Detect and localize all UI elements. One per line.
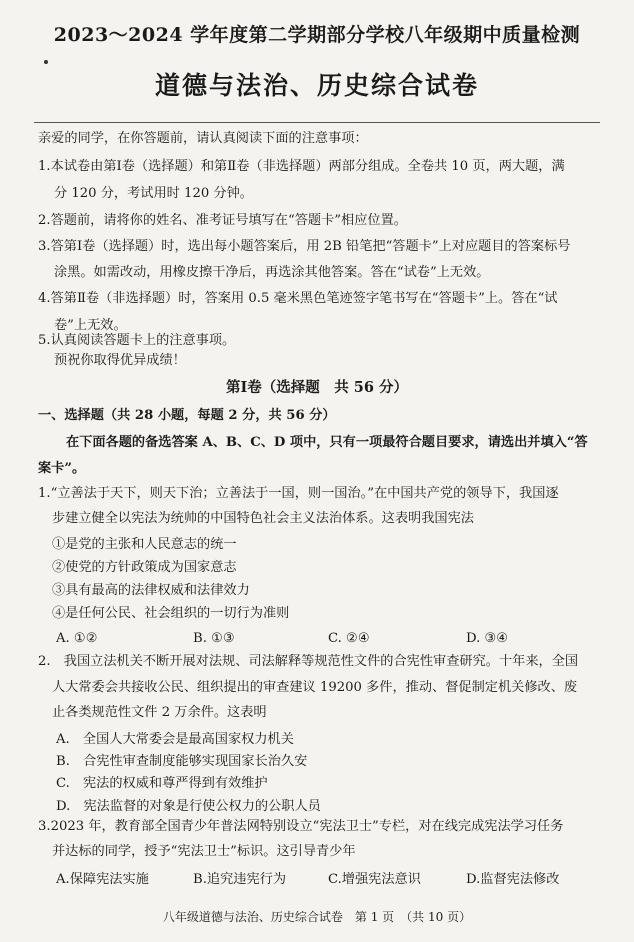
question-3-stem: 3.2023 年，教育部全国青少年普法网特别设立“宪法卫士”专栏，对在线完成宪法学习任务	[38, 819, 564, 834]
part-instruction: 在下面各题的备选答案 A、B、C、D 项中，只有一项最符合题目要求，请选出并填入“答	[66, 435, 588, 450]
notice-item-3: 3.答第Ⅰ卷（选择题）时，选出每小题答案后，用 2B 铅笔把“答题卡”上对应题目的答案标号	[38, 239, 571, 254]
top-divider	[34, 122, 600, 123]
question-3-option-c: C.增强宪法意识	[328, 872, 421, 887]
question-1-stem: 1.“立善法于天下，则天下治；立善法于一国，则一国治。”在中国共产党的领导下，我国逐	[38, 486, 559, 501]
question-1-stem-cont: 步建立健全以宪法为统帅的中国特色社会主义法治体系。这表明我国宪法	[52, 511, 474, 526]
exam-title-line2: 道德与法治、历史综合试卷	[154, 71, 479, 100]
question-3-option-b: B.追究违宪行为	[193, 872, 287, 887]
scan-speck	[44, 60, 48, 64]
question-2-option-c: C. 宪法的权威和尊严得到有效维护	[56, 776, 268, 791]
part-heading: 一、选择题（共 28 小题，每题 2 分，共 56 分）	[38, 408, 336, 423]
page-footer: 八年级道德与法治、历史综合试卷 第 1 页 （共 10 页）	[162, 910, 472, 924]
section-title: 第Ⅰ卷（选择题 共 56 分）	[225, 379, 409, 396]
question-1-option-b: B. ①③	[193, 631, 235, 646]
notice-item-5: 5.认真阅读答题卡上的注意事项。	[38, 333, 236, 348]
part-instruction-cont: 案卡”。	[38, 461, 86, 476]
notice-closing: 预祝你取得优异成绩！	[54, 353, 186, 368]
question-2-option-d: D. 宪法监督的对象是行使公权力的公职人员	[56, 799, 321, 814]
question-1-option-c: C. ②④	[328, 631, 370, 646]
notice-item-2: 2.答题前，请将你的姓名、准考证号填写在“答题卡”相应位置。	[38, 213, 407, 228]
notice-item-4-cont: 卷”上无效。	[54, 318, 127, 333]
question-3-stem-cont: 并达标的同学，授予“宪法卫士”标识。这引导青少年	[52, 844, 356, 859]
question-3-option-a: A.保障宪法实施	[56, 872, 149, 887]
question-1-statement-3: ③具有最高的法律权威和法律效力	[52, 583, 250, 598]
notice-item-1-cont: 分 120 分，考试用时 120 分钟。	[54, 186, 253, 201]
question-2-option-b: B. 合宪性审查制度能够实现国家长治久安	[56, 754, 308, 769]
question-1-option-a: A. ①②	[56, 631, 98, 646]
question-2-stem: 2. 我国立法机关不断开展对法规、司法解释等规范性文件的合宪性审查研究。十年来，全国	[38, 654, 579, 669]
notice-item-1: 1.本试卷由第Ⅰ卷（选择题）和第Ⅱ卷（非选择题）两部分组成。全卷共 10 页，两大题，满	[38, 159, 565, 174]
question-3-option-d: D.监督宪法修改	[466, 872, 560, 887]
notice-item-3-cont: 涂黑。如需改动，用橡皮擦干净后，再选涂其他答案。答在“试卷”上无效。	[54, 265, 490, 280]
question-1-statement-1: ①是党的主张和人民意志的统一	[52, 537, 237, 552]
question-1-statement-2: ②使党的方针政策成为国家意志	[52, 560, 237, 575]
notice-greeting: 亲爱的同学，在你答题前，请认真阅读下面的注意事项：	[38, 131, 368, 146]
exam-title-line1: 2023～2024 学年度第二学期部分学校八年级期中质量检测	[53, 24, 581, 46]
question-1-option-d: D. ③④	[466, 631, 509, 646]
question-2-stem-cont-2: 止各类规范性文件 2 万余件。这表明	[52, 705, 267, 720]
question-1-statement-4: ④是任何公民、社会组织的一切行为准则	[52, 606, 290, 621]
question-2-option-a: A. 全国人大常委会是最高国家权力机关	[56, 732, 294, 747]
notice-item-4: 4.答第Ⅱ卷（非选择题）时，答案用 0.5 毫米黑色笔迹签字笔书写在“答题卡”上。答在“试	[38, 291, 558, 306]
question-2-stem-cont: 人大常委会共接收公民、组织提出的审查建议 19200 多件，推动、督促制定机关修改、废	[52, 680, 578, 695]
